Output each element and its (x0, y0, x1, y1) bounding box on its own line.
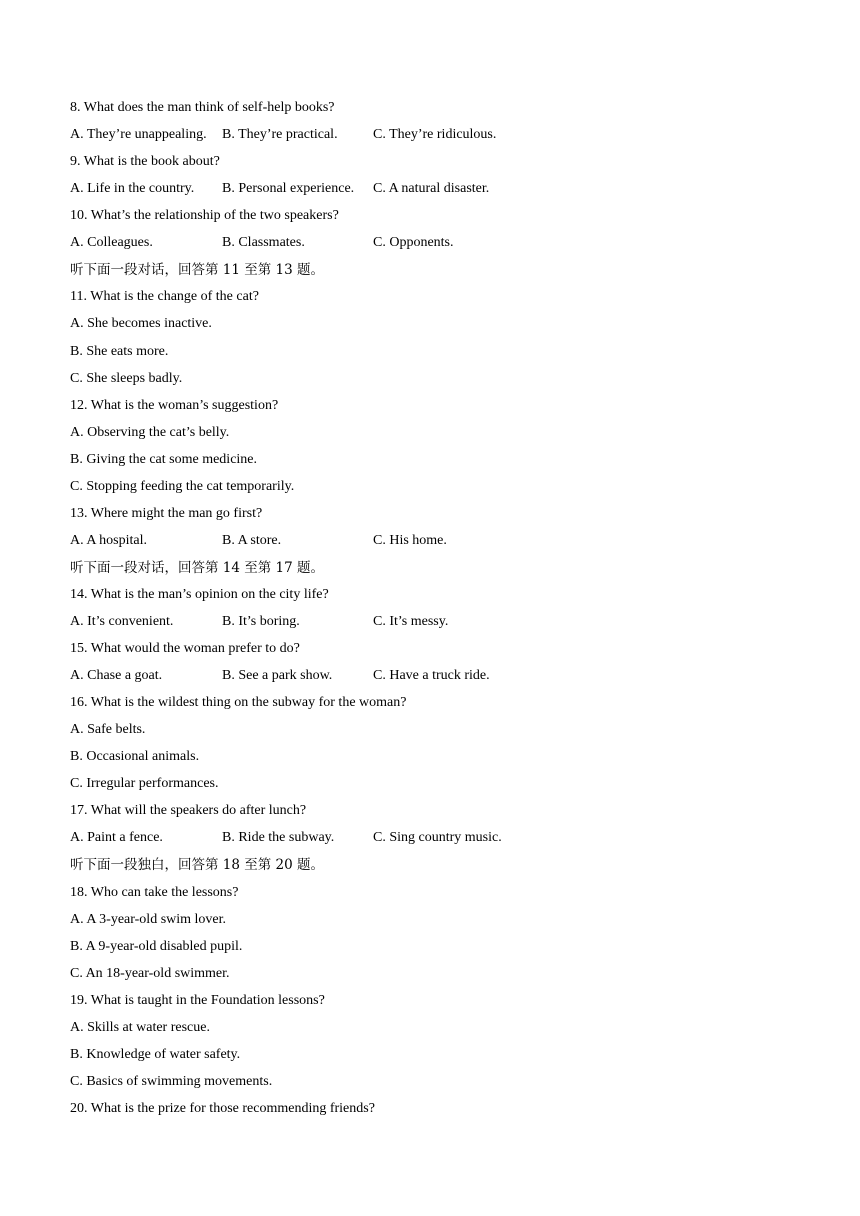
answer-option: A. Life in the country. (70, 181, 195, 197)
question-line: 11. What is the change of the cat? (70, 289, 259, 305)
question-line: 20. What is the prize for those recommending friends? (70, 1100, 375, 1116)
answer-option: B. They’re practical. (222, 127, 338, 142)
question-line: 9. What is the book about? (70, 154, 220, 170)
answer-option: C. A natural disaster. (373, 181, 490, 197)
answer-option: A. A hospital. (70, 532, 148, 548)
answer-option: C. His home. (373, 532, 447, 548)
question-line: 16. What is the wildest thing on the subway for the woman? (70, 695, 407, 711)
answer-option: A. Chase a goat. (70, 668, 163, 684)
answer-option: A. It’s convenient. (70, 614, 174, 629)
question-line: 12. What is the woman’s suggestion? (70, 397, 279, 413)
answer-option: C. Opponents. (373, 235, 454, 251)
answer-option: C. They’re ridiculous. (373, 127, 497, 142)
question-line: A. A 3-year-old swim lover. (70, 911, 227, 927)
question-line: 17. What will the speakers do after lunch? (70, 803, 307, 819)
question-line: C. Irregular performances. (70, 776, 219, 792)
question-line: C. Basics of swimming movements. (70, 1073, 273, 1089)
question-line: A. She becomes inactive. (70, 316, 212, 332)
question-line: B. A 9-year-old disabled pupil. (70, 938, 243, 954)
question-line: B. Occasional animals. (70, 749, 200, 765)
question-line: B. Knowledge of water safety. (70, 1046, 241, 1062)
answer-option: B. A store. (222, 532, 282, 548)
question-line: A. Skills at water rescue. (70, 1019, 210, 1035)
section-instruction: 听下面一段对话，回答第 14 至第 17 题。 (70, 559, 325, 576)
answer-option: B. See a park show. (222, 668, 333, 684)
answer-option: B. Personal experience. (222, 181, 355, 197)
answer-option: C. Have a truck ride. (373, 668, 490, 684)
answer-option: C. Sing country music. (373, 830, 502, 846)
question-line: 14. What is the man’s opinion on the city life? (70, 586, 329, 602)
question-line: A. Observing the cat’s belly. (70, 424, 230, 440)
answer-option: B. Ride the subway. (222, 830, 335, 846)
question-line: 18. Who can take the lessons? (70, 884, 239, 900)
question-line: 8. What does the man think of self-help books? (70, 100, 335, 115)
question-line: C. She sleeps badly. (70, 370, 183, 386)
question-line: B. Giving the cat some medicine. (70, 451, 258, 467)
question-line: C. Stopping feeding the cat temporarily. (70, 478, 295, 494)
answer-option: A. Colleagues. (70, 235, 153, 251)
question-line: A. Safe belts. (70, 722, 146, 738)
question-line: 19. What is taught in the Foundation lessons? (70, 992, 325, 1008)
answer-option: A. They’re unappealing. (70, 127, 207, 142)
answer-option: B. It’s boring. (222, 614, 300, 629)
section-instruction: 听下面一段对话，回答第 11 至第 13 题。 (70, 262, 325, 279)
question-line: 15. What would the woman prefer to do? (70, 641, 300, 656)
question-line: B. She eats more. (70, 343, 169, 359)
question-line: 13. Where might the man go first? (70, 505, 263, 521)
answer-option: C. It’s messy. (373, 614, 449, 629)
answer-option: A. Paint a fence. (70, 830, 163, 846)
section-instruction: 听下面一段独白，回答第 18 至第 20 题。 (70, 857, 325, 874)
question-line: 10. What’s the relationship of the two speakers? (70, 208, 339, 224)
answer-option: B. Classmates. (222, 235, 305, 251)
question-line: C. An 18-year-old swimmer. (70, 965, 230, 981)
